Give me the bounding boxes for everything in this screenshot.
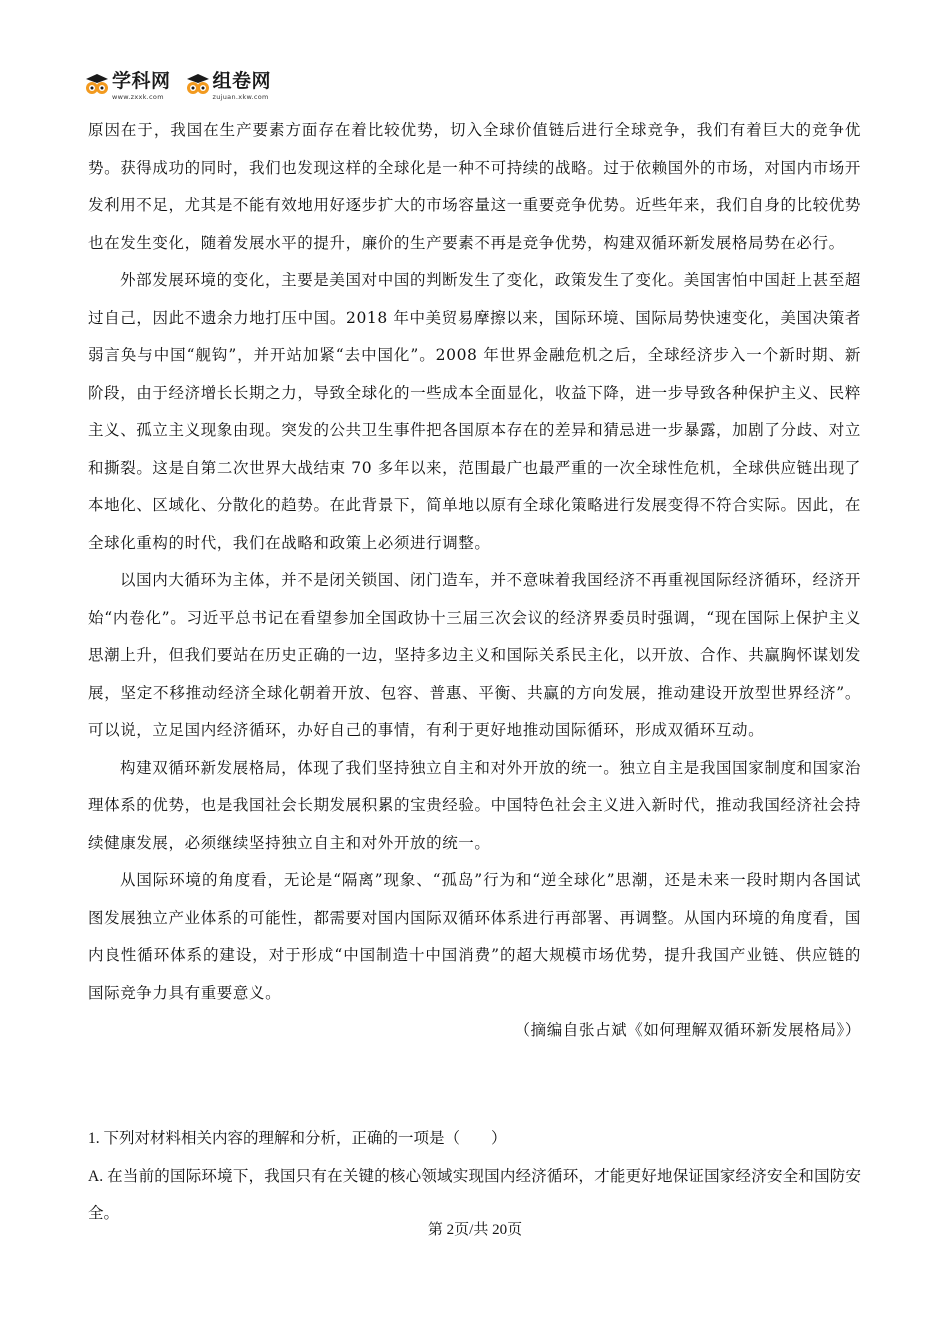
logo-name: 组卷网 [212,70,272,92]
page-header [84,72,271,106]
article-body [88,112,861,1050]
owl-logo-icon [185,72,211,98]
zxxk-logo [84,72,171,101]
page-number: 第 2页/共 20页 [427,1222,523,1238]
logo-name: 学科网 [112,70,171,92]
owl-logo-icon [84,72,110,98]
paragraph: 构建双循环新发展格局，体现了我们坚持独立自主和对外开放的统一。独立自主是我国国家制度和国家治理体系的优势，也是我国社会长期发展积累的宝贵经验。中国特色社会主义进入新时代，推动我国经济社会持续健康发展，必须继续坚持独立自主和对外开放的统一。 [88,758,861,852]
paragraph: 外部发展环境的变化，主要是美国对中国的判断发生了变化，政策发生了变化。美国害怕中国赶上甚至超过自己，因此不遗余力地打压中国。2018 年中美贸易摩擦以来，国际环境、国际局势快速变化，美国决策者弱言奂与中国“舰钩”，并开站加紧“去中国化”。2008 年世界金融危机之后，全球经济步入一个新时期、新阶段，由于经济增长长期之力，导致全球化的一些成本全面显化，收益下降，进一步导致各种保护主义、民粹主义、孤立主义现象由现。突发的公共卫生事件把各国原本存在的差异和猜忌进一步暴露，加剧了分歧、对立和撕裂。这是自第二次世界大战结束 70 多年以来，范围最广也最严重的一次全球性危机，全球供应链出现了本地化、区域化、分散化的趋势。在此背景下，简单地以原有全球化策略进行发展变得不符合实际。因此，在全球化重构的时代，我们在战略和政策上必须进行调整。 [88,271,861,552]
paragraph: 以国内大循环为主体，并不是闭关锁国、闭门造车，并不意味着我国经济不再重视国际经济循环，经济开始“内卷化”。习近平总书记在看望参加全国政协十三届三次会议的经济界委员时强调，“现在国际上保护主义思潮上升，但我们要站在历史正确的一边，坚持多边主义和国际关系民主化，以开放、合作、共赢胸怀谋划发展，坚定不移推动经济全球化朝着开放、包容、普惠、平衡、共赢的方向发展，推动建设开放型世界经济”。可以说，立足国内经济循环，办好自己的事情，有利于更好地推动国际循环，形成双循环互动。 [88,571,861,739]
zujuan-logo [185,72,272,101]
logo-url: zujuan.xkw.com [212,93,269,101]
question-block [88,1120,861,1233]
logo-url: www.zxxk.com [112,93,164,101]
question-stem: 1. 下列对材料相关内容的理解和分析，正确的一项是（ ） [88,1130,507,1147]
paragraph: 从国际环境的角度看，无论是“隔离”现象、“孤岛”行为和“逆全球化”思潮，还是未来一段时期内各国试图发展独立产业体系的可能性，都需要对国内国际双循环体系进行再部署、再调整。从国内环境的角度看，国内良性循环体系的建设，对于形成“中国制造十中国消费”的超大规模市场优势，提升我国产业链、供应链的国际竞争力具有重要意义。 [88,871,861,1002]
paragraph: 原因在于，我国在生产要素方面存在着比较优势，切入全球价值链后进行全球竞争，我们有着巨大的竞争优势。获得成功的同时，我们也发现这样的全球化是一种不可持续的战略。过于依赖国外的市场，对国内市场开发利用不足，尤其是不能有效地用好逐步扩大的市场容量这一重要竞争优势。近些年来，我们自身的比较优势也在发生变化，随着发展水平的提升，廉价的生产要素不再是竞争优势，构建双循环新发展格局势在必行。 [88,121,861,252]
option-a: A. 在当前的国际环境下，我国只有在关键的核心领域实现国内经济循环，才能更好地保证国家经济安全和国防安全。 [88,1167,861,1222]
source-citation: （摘编自张占斌《如何理解双循环新发展格局》） [514,1021,861,1039]
